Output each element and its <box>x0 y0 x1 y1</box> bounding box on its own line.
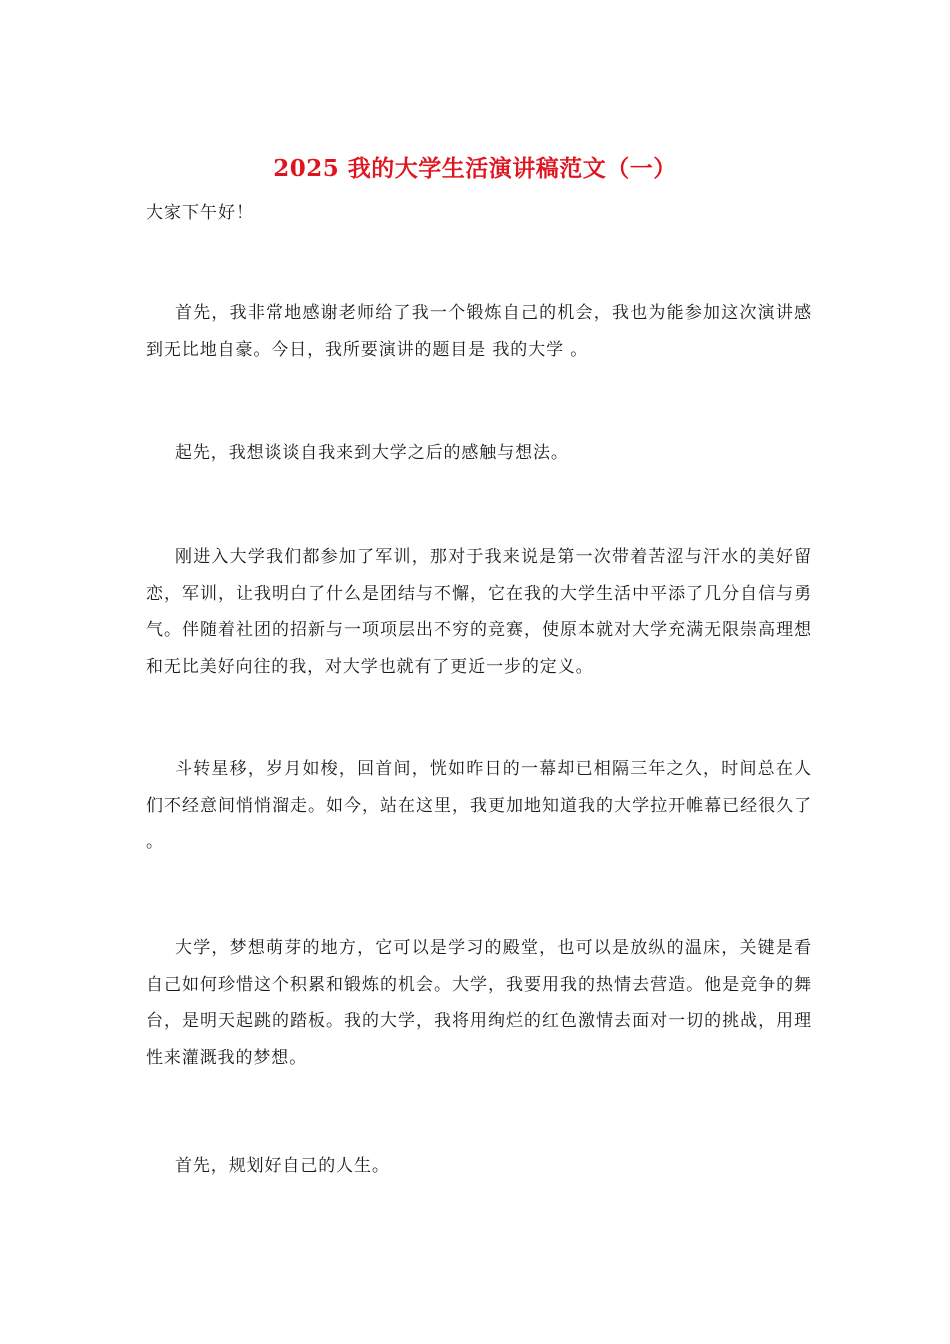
paragraph-3: 刚进入大学我们都参加了军训，那对于我来说是第一次带着苦涩与汗水的美好留恋，军训，让我明白了什么是团结与不懈，它在我的大学生活中平添了几分自信与勇气。伴随着社团的招新与一项项层出不穷的竞赛，使原本就对大学充满无限崇高理想和无比美好向往的我，对大学也就有了更近一步的定义。 <box>146 547 812 677</box>
paragraph-2: 起先，我想谈谈自我来到大学之后的感触与想法。 <box>175 443 569 463</box>
document-title: 2025 我的大学生活演讲稿范文（一） <box>273 155 677 182</box>
paragraph-6: 首先，规划好自己的人生。 <box>175 1156 390 1176</box>
paragraph-5: 大学，梦想萌芽的地方，它可以是学习的殿堂，也可以是放纵的温床，关键是看自己如何珍惜这个积累和锻炼的机会。大学，我要用我的热情去营造。他是竞争的舞台，是明天起跳的踏板。我的大学，我将用绚烂的红色激情去面对一切的挑战，用理性来灌溉我的梦想。 <box>146 938 812 1068</box>
paragraph-1: 首先，我非常地感谢老师给了我一个锻炼自己的机会，我也为能参加这次演讲感到无比地自豪。今日，我所要演讲的题目是 我的大学 。 <box>146 303 812 360</box>
greeting-line: 大家下午好！ <box>146 203 254 223</box>
paragraph-4: 斗转星移，岁月如梭，回首间，恍如昨日的一幕却已相隔三年之久，时间总在人们不经意间悄悄溜走。如今，站在这里，我更加地知道我的大学拉开帷幕已经很久了 。 <box>146 759 812 852</box>
